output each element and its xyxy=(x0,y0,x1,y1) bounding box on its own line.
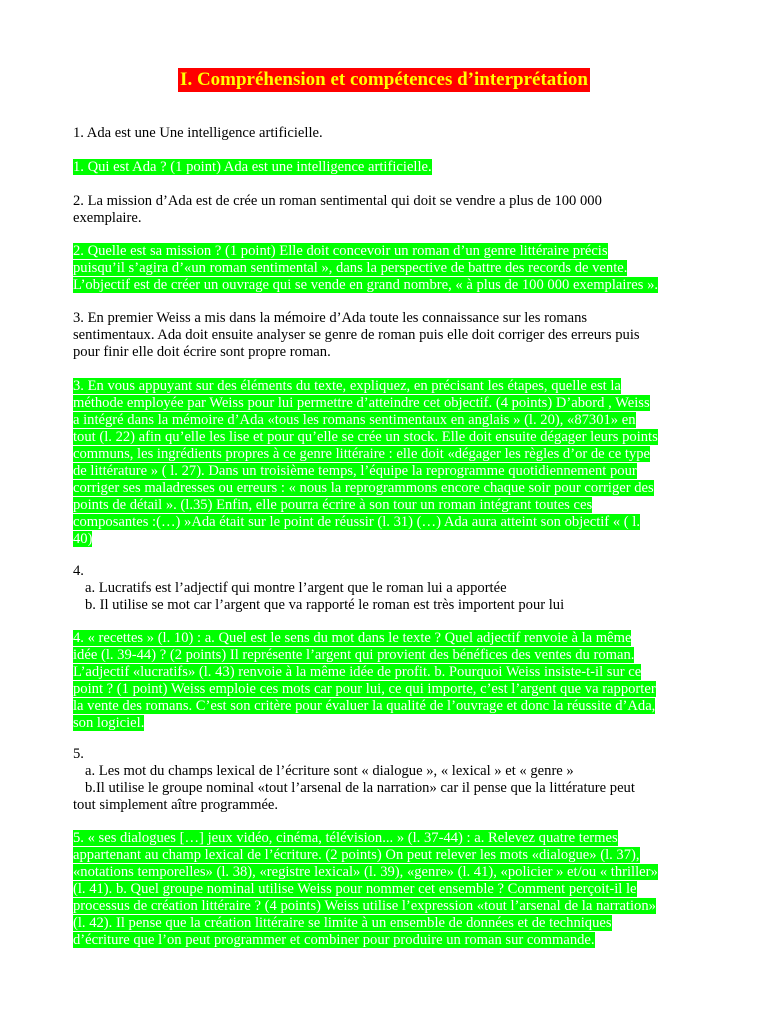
q3-correction-line: points de détail ». (l.35) Enfin, elle pourra écrire à son tour un roman intégrant toutes ces xyxy=(73,497,593,513)
q4-answer xyxy=(73,563,695,614)
q3-correction-line: 3. En vous appuyant sur des éléments du texte, expliquez, en précisant les étapes, quelle est la xyxy=(73,378,621,394)
q3-correction-line: corriger ses maladresses ou erreurs : « nous la reprogrammons encore chaque soir pour corriger des xyxy=(73,480,654,496)
q2-answer-line: exemplaire. xyxy=(73,210,142,226)
q2-correction xyxy=(73,243,695,294)
q5-answer-a: a. Les mot du champs lexical de l’écriture sont « dialogue », « lexical » et « genre » xyxy=(85,763,574,779)
q4-correction-line: L’adjectif «lucratifs» (l. 43) renvoie à la même idée de profit. b. Pourquoi Weiss insiste-t-il sur ce xyxy=(73,664,642,680)
q4-correction-line: idée (l. 39-44) ? (2 points) Il représente l’argent qui provient des bénéfices des ventes du roman. xyxy=(73,647,635,663)
q4-correction-line: point ? (1 point) Weiss emploie ces mots car pour lui, ce qui importe, c’est l’argent que va rapporter xyxy=(73,681,656,697)
q5-correction-line: (l. 42). Il pense que la création littéraire se limite à un ensemble de données et de techniques xyxy=(73,915,612,931)
q3-correction-line: méthode employée par Weiss pour lui permettre d’atteindre cet objectif. (4 points) D’abord , Weiss xyxy=(73,395,650,411)
section-title: I. Compréhension et compétences d’interprétation xyxy=(180,69,588,90)
q3-correction-line: composantes :(…) »Ada était sur le point de réussir (l. 31) (…) Ada aura atteint son objectif « ( l. xyxy=(73,514,640,530)
q1-answer-text: 1. Ada est une Une intelligence artificielle. xyxy=(73,125,323,141)
q5-correction-line: «notations temporelles» (l. 38), «registre lexical» (l. 39), «genre» (l. 41), «policier » et/ou « thriller» xyxy=(73,864,658,880)
q3-correction-line: a intégré dans la mémoire d’Ada «tous les romans sentimentaux en anglais » (l. 20), «87301» en xyxy=(73,412,636,428)
q3-correction-line: de littérature » ( l. 27). Dans un troisième temps, l’équipe la reprogramme quotidiennement pour xyxy=(73,463,637,479)
q3-correction xyxy=(73,378,695,548)
q5-correction-line: appartenant au champ lexical de l’écriture. (2 points) On peut relever les mots «dialogue» (l. 37), xyxy=(73,847,640,863)
q4-number: 4. xyxy=(73,563,84,579)
q4-correction xyxy=(73,630,695,732)
q4-correction-line: la vente des romans. C’est son critère pour évaluer la qualité de l’ouvrage et donc la réussite d’Ada, xyxy=(73,698,656,714)
q3-answer-line: sentimentaux. Ada doit ensuite analyser se genre de roman puis elle doit corriger des erreurs puis xyxy=(73,327,640,343)
q5-correction-line: d’écriture que l’on peut programmer et combiner pour produire un roman sur commande. xyxy=(73,932,595,948)
q5-correction-line: 5. « ses dialogues […] jeux vidéo, cinéma, télévision... » (l. 37-44) : a. Relevez quatre termes xyxy=(73,830,618,846)
q3-answer xyxy=(73,310,695,361)
q5-answer xyxy=(73,746,695,814)
q2-answer-line: 2. La mission d’Ada est de crée un roman sentimental qui doit se vendre a plus de 100 000 xyxy=(73,193,602,209)
q3-answer-line: 3. En premier Weiss a mis dans la mémoire d’Ada toute les connaissance sur les romans xyxy=(73,310,588,326)
q3-correction-line: 40) xyxy=(73,531,93,547)
q2-correction-line: 2. Quelle est sa mission ? (1 point) Elle doit concevoir un roman d’un genre littéraire précis xyxy=(73,243,608,259)
q4-correction-line: 4. « recettes » (l. 10) : a. Quel est le sens du mot dans le texte ? Quel adjectif renvoie à la même xyxy=(73,630,632,646)
q3-correction-line: tout (l. 22) afin qu’elle les lise et pour qu’elle se crée un stock. Elle doit ensuite dégager leurs points xyxy=(73,429,658,445)
q1-answer xyxy=(73,125,695,142)
q3-correction-line: communs, les ingrédients propres à ce genre littéraire : elle doit «dégager les règles d’or de ce type xyxy=(73,446,651,462)
q4-answer-a: a. Lucratifs est l’adjectif qui montre l’argent que le roman lui a apportée xyxy=(85,580,507,596)
q4-correction-line: son logiciel. xyxy=(73,715,145,731)
q5-answer-b: b.Il utilise le groupe nominal «tout l’arsenal de la narration» car il pense que la littérature peut xyxy=(85,780,635,796)
q3-answer-line: pour finir elle doit écrire sont propre roman. xyxy=(73,344,331,360)
q2-correction-line: puisqu’il s’agira d’«un roman sentimental », dans la perspective de battre des records de vente. xyxy=(73,260,628,276)
q5-number: 5. xyxy=(73,746,84,762)
q5-correction-line: processus de création littéraire ? (4 points) Weiss utilise l’expression «tout l’arsenal de la narration» xyxy=(73,898,656,914)
q1-correction-text: 1. Qui est Ada ? (1 point) Ada est une intelligence artificielle. xyxy=(73,159,432,175)
q4-answer-b: b. Il utilise se mot car l’argent que va rapporté le roman est très importent pour lui xyxy=(85,597,565,613)
q5-correction xyxy=(73,830,695,949)
title-wrapper xyxy=(0,68,768,92)
q2-correction-line: L’objectif est de créer un ouvrage qui se vende en grand nombre, « à plus de 100 000 exemplaires ». xyxy=(73,277,659,293)
q5-correction-line: (l. 41). b. Quel groupe nominal utilise Weiss pour nommer cet ensemble ? Comment perçoit-il le xyxy=(73,881,637,897)
q1-correction xyxy=(73,159,695,176)
q2-answer xyxy=(73,193,695,227)
q5-answer-b-cont: tout simplement aître programmée. xyxy=(73,797,279,813)
